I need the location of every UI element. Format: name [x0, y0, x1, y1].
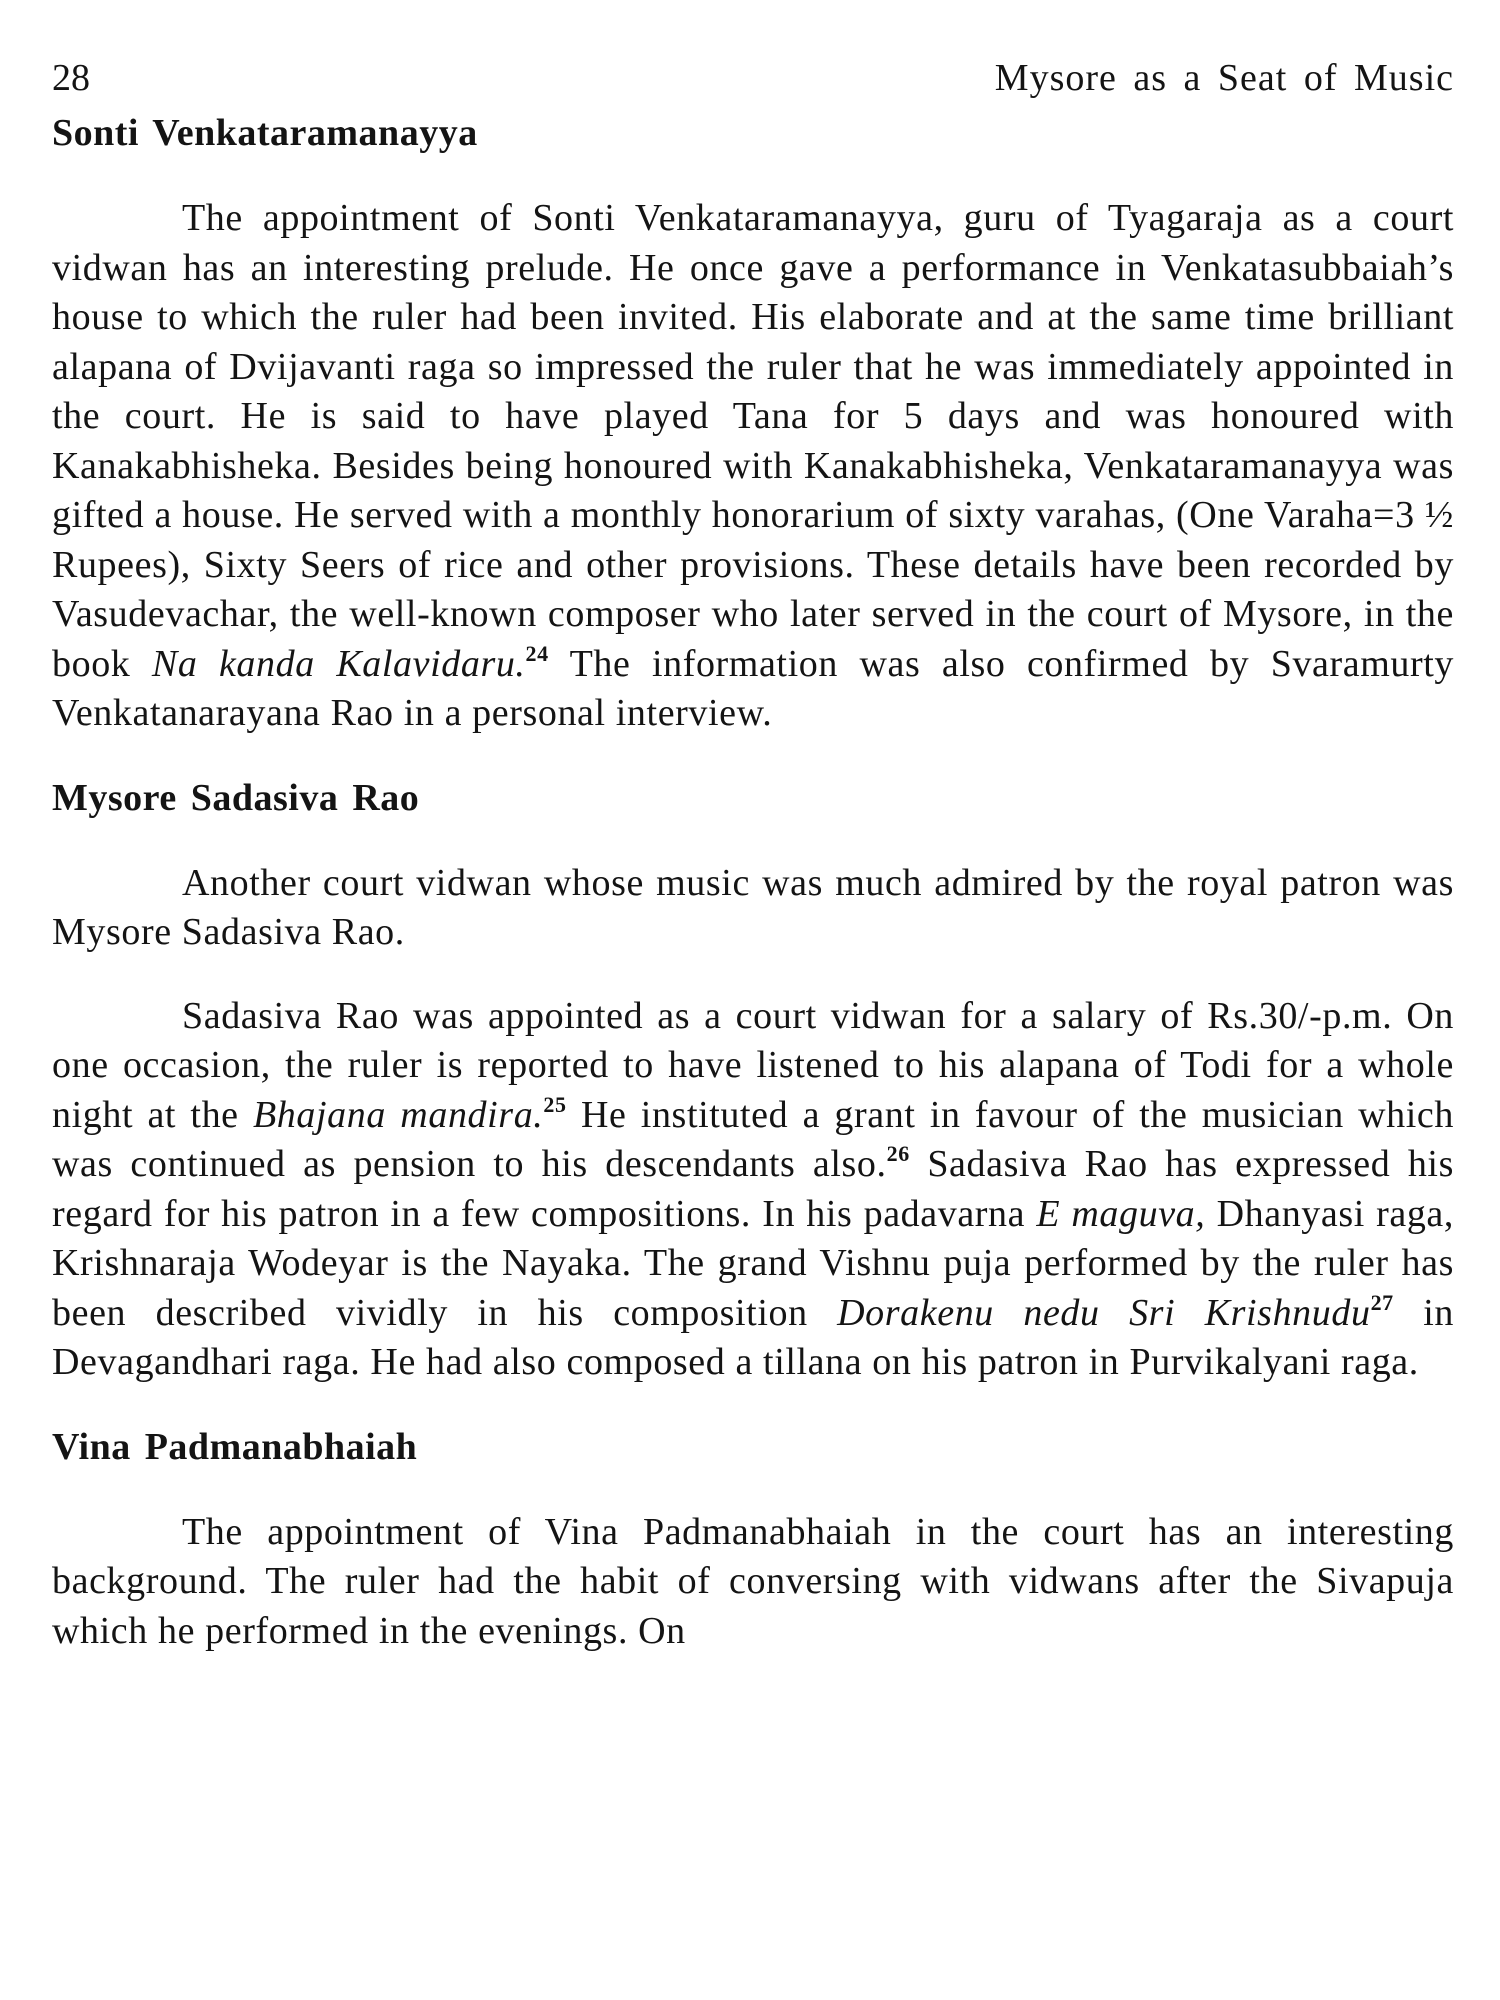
footnote-ref-25: 25	[543, 1091, 567, 1117]
section-heading-mysore-sadasiva-rao: Mysore Sadasiva Rao	[52, 776, 420, 819]
paragraph-sonti-appointment: The appointment of Sonti Venkataramanayya, guru of Tyagaraja as a court vidwan has an interesting prelude. He once gave a performance in Venkatasubbaiah’s house to which the ruler had been invited. His elaborate and at the same time brilliant alapana of Dvijavanti raga so impressed the ruler that he was immediately appointed in the court. He is said to have played Tana for 5 days and was honoured with Kanakabhisheka. Besides being honoured with Kanakabhisheka, Venkataramanayya was gifted a house. He served with a monthly honorarium of sixty varahas, (One Varaha=3 ½ Rupees), Sixty Seers of rice and other provisions. These details have been recorded by Vasudevachar, the well-known composer who later served in the court of Mysore, in the book Na kanda Kalavidaru.$^{24}$ The information was also confirmed by Svaramurty Venkatanarayana Rao in a personal interview.	[52, 197, 1455, 734]
composition-dorakenu-nedu: Dorakenu nedu Sri Krishnudu	[837, 1291, 1371, 1334]
running-head	[52, 48, 1454, 108]
paragraph-sadasiva-intro: Another court vidwan whose music was much admired by the royal patron was Mysore Sadasiva Rao.	[52, 861, 1454, 953]
section-heading-vina-padmanabhaiah: Vina Padmanabhaiah	[52, 1425, 418, 1468]
paragraph-sadasiva-appointment: Sadasiva Rao was appointed as a court vidwan for a salary of Rs.30/-p.m. On one occasion, the ruler is reported to have listened to his alapana of Todi for a whole night at the Bhajana mandira.$^{25}$ He instituted a grant in favour of the musician which was continued as pension to his descendants also.$^{26}$ Sadasiva Rao has expressed his regard for his patron in a few compositions. In his padavarna E maguva, Dhanyasi raga, Krishnaraja Wodeyar is the Nayaka. The grand Vishnu puja performed by the ruler has been described vividly in his composition Dorakenu nedu Sri Krishnudu$^{27}$ in Devagandhari raga. He had also composed a tillana on his patron in Purvikalyani raga.	[52, 994, 1454, 1383]
footnote-ref-24: 24	[525, 640, 549, 666]
section-heading-sonti-venkataramanayya: Sonti Venkataramanayya	[52, 112, 478, 154]
footnote-ref-26: 26	[886, 1141, 910, 1166]
paragraph-padmanabhaiah-appointment: The appointment of Vina Padmanabhaiah in the court has an interesting background. The ruler had the habit of conversing with vidwans after the Sivapuja which he performed in the evenings. On	[52, 1510, 1454, 1652]
running-title: Mysore as a Seat of Music	[994, 57, 1454, 99]
composition-e-maguva: E maguva,	[1036, 1192, 1206, 1235]
book-title-na-kanda-kalavidaru: Na kanda Kalavidaru.	[151, 642, 526, 685]
term-bhajana-mandira: Bhajana mandira.	[253, 1093, 544, 1136]
book-page	[52, 48, 1454, 1656]
footnote-ref-27: 27	[1370, 1289, 1394, 1315]
page-number: 28	[52, 57, 90, 99]
